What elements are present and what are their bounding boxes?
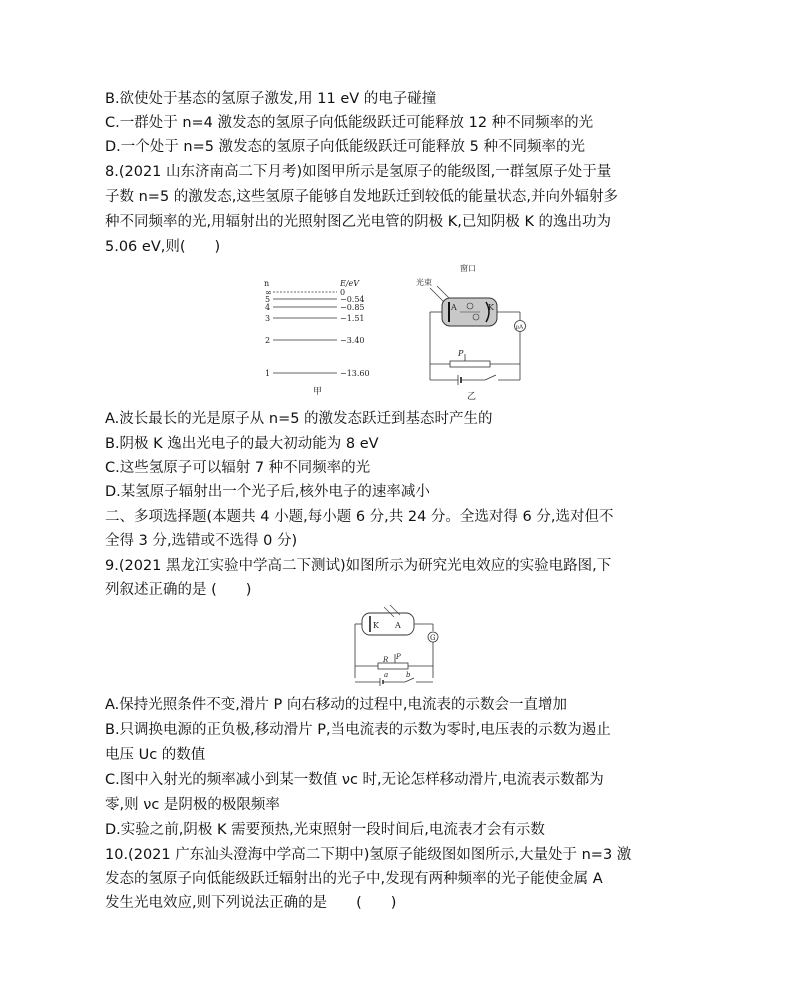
q9-stem-line-1: 9.(2021 黑龙江实验中学高二下测试)如图所示为研究光电效应的实验电路图,下	[105, 558, 612, 574]
microammeter-label: μA	[515, 324, 524, 331]
level-label-2: 2	[265, 336, 271, 345]
level-label-4: 4	[265, 303, 271, 312]
cathode-label: K	[373, 621, 379, 630]
q10-stem-line-2: 发态的氢原子向低能级跃迁辐射出的光子中,发现有两种频率的光子能使金属 A	[105, 871, 603, 887]
anode-label: A	[395, 621, 401, 630]
galvanometer-label: G	[430, 634, 436, 642]
slider-label: P	[458, 349, 464, 358]
slider-label: P	[396, 653, 401, 661]
q9-option-b-line-2: 电压 Uc 的数值	[105, 747, 206, 763]
terminal-a-label: a	[384, 671, 389, 679]
switch-icon	[485, 375, 496, 380]
q8-option-b: B.阴极 K 逸出光电子的最大初动能为 8 eV	[105, 436, 379, 452]
n-axis-header: n	[264, 279, 270, 288]
q7-option-d: D.一个处于 n=5 激发态的氢原子向低能级跃迁可能释放 5 种不同频率的光	[105, 139, 585, 155]
q9-stem-line-2: 列叙述正确的是 ( )	[105, 582, 252, 598]
level-energy-1: −13.60	[340, 369, 370, 378]
q9-option-c-line-1: C.图中入射光的频率减小到某一数值 νc 时,无论怎样移动滑片,电流表示数都为	[105, 772, 604, 788]
q8-stem-line-1: 8.(2021 山东济南高二下月考)如图甲所示是氢原子的能级图,一群氢原子处于量	[105, 164, 612, 180]
rheostat	[450, 361, 490, 367]
level-label-1: 1	[265, 369, 271, 378]
level-label-5: 5	[265, 295, 271, 304]
section-heading-line-2: 全得 3 分,选错或不选得 0 分)	[105, 533, 298, 549]
figure-caption-yi: 乙	[467, 392, 477, 402]
photoelectric-circuit-diagram	[350, 605, 450, 687]
q7-option-c: C.一群处于 n=4 激发态的氢原子向低能级跃迁可能释放 12 种不同频率的光	[105, 115, 594, 131]
section-heading-line-1: 二、多项选择题(本题共 4 小题,每小题 6 分,共 24 分。全选对得 6 分,选对但不	[105, 509, 614, 525]
energy-level-diagram	[255, 275, 395, 400]
terminal-b-label: b	[406, 671, 411, 679]
window-label: 窗口	[460, 264, 476, 273]
q9-option-d: D.实验之前,阴极 K 需要预热,光束照射一段时间后,电流表才会有示数	[105, 822, 545, 838]
level-label-inf: ∞	[265, 288, 272, 297]
q9-option-b-line-1: B.只调换电源的正负极,移动滑片 P,当电流表的示数为零时,电压表的示数为遏止	[105, 722, 611, 738]
q8-option-c: C.这些氢原子可以辐射 7 种不同频率的光	[105, 460, 371, 476]
q8-stem-line-3: 种不同频率的光,用辐射出的光照射图乙光电管的阴极 K,已知阴极 K 的逸出功为	[105, 214, 612, 230]
q8-option-d: D.某氢原子辐射出一个光子后,核外电子的速率减小	[105, 484, 430, 500]
q7-option-b: B.欲使处于基态的氢原子激发,用 11 eV 的电子碰撞	[105, 91, 437, 107]
level-energy-2: −3.40	[340, 336, 365, 345]
anode-label: A	[451, 303, 457, 312]
figure-caption-jia: 甲	[313, 387, 323, 397]
beam-label: 光束	[416, 278, 432, 287]
level-energy-inf: 0	[340, 288, 346, 297]
level-label-3: 3	[265, 314, 271, 323]
energy-axis-header: E/eV	[340, 279, 360, 288]
cathode-label: K	[488, 303, 494, 312]
q9-option-c-line-2: 零,则 νc 是阴极的极限频率	[105, 797, 280, 813]
q10-stem-line-3: 发生光电效应,则下列说法正确的是 ( )	[105, 895, 397, 911]
level-energy-3: −1.51	[340, 314, 365, 323]
q10-stem-line-1: 10.(2021 广东汕头澄海中学高二下期中)氢原子能级图如图所示,大量处于 n=3 激	[105, 847, 632, 863]
level-energy-5: −0.54	[340, 295, 365, 304]
photocell-circuit-diagram	[410, 262, 535, 402]
q9-option-a: A.保持光照条件不变,滑片 P 向右移动的过程中,电流表的示数会一直增加	[105, 697, 567, 713]
q8-stem-line-2: 子数 n=5 的激发态,这些氢原子能够自发地跃迁到较低的能量状态,并向外辐射多	[105, 189, 618, 205]
rheostat-label: R	[383, 656, 389, 664]
level-energy-4: −0.85	[340, 303, 365, 312]
q8-option-a: A.波长最长的光是原子从 n=5 的激发态跃迁到基态时产生的	[105, 411, 493, 427]
q8-stem-line-4: 5.06 eV,则( )	[105, 239, 221, 255]
